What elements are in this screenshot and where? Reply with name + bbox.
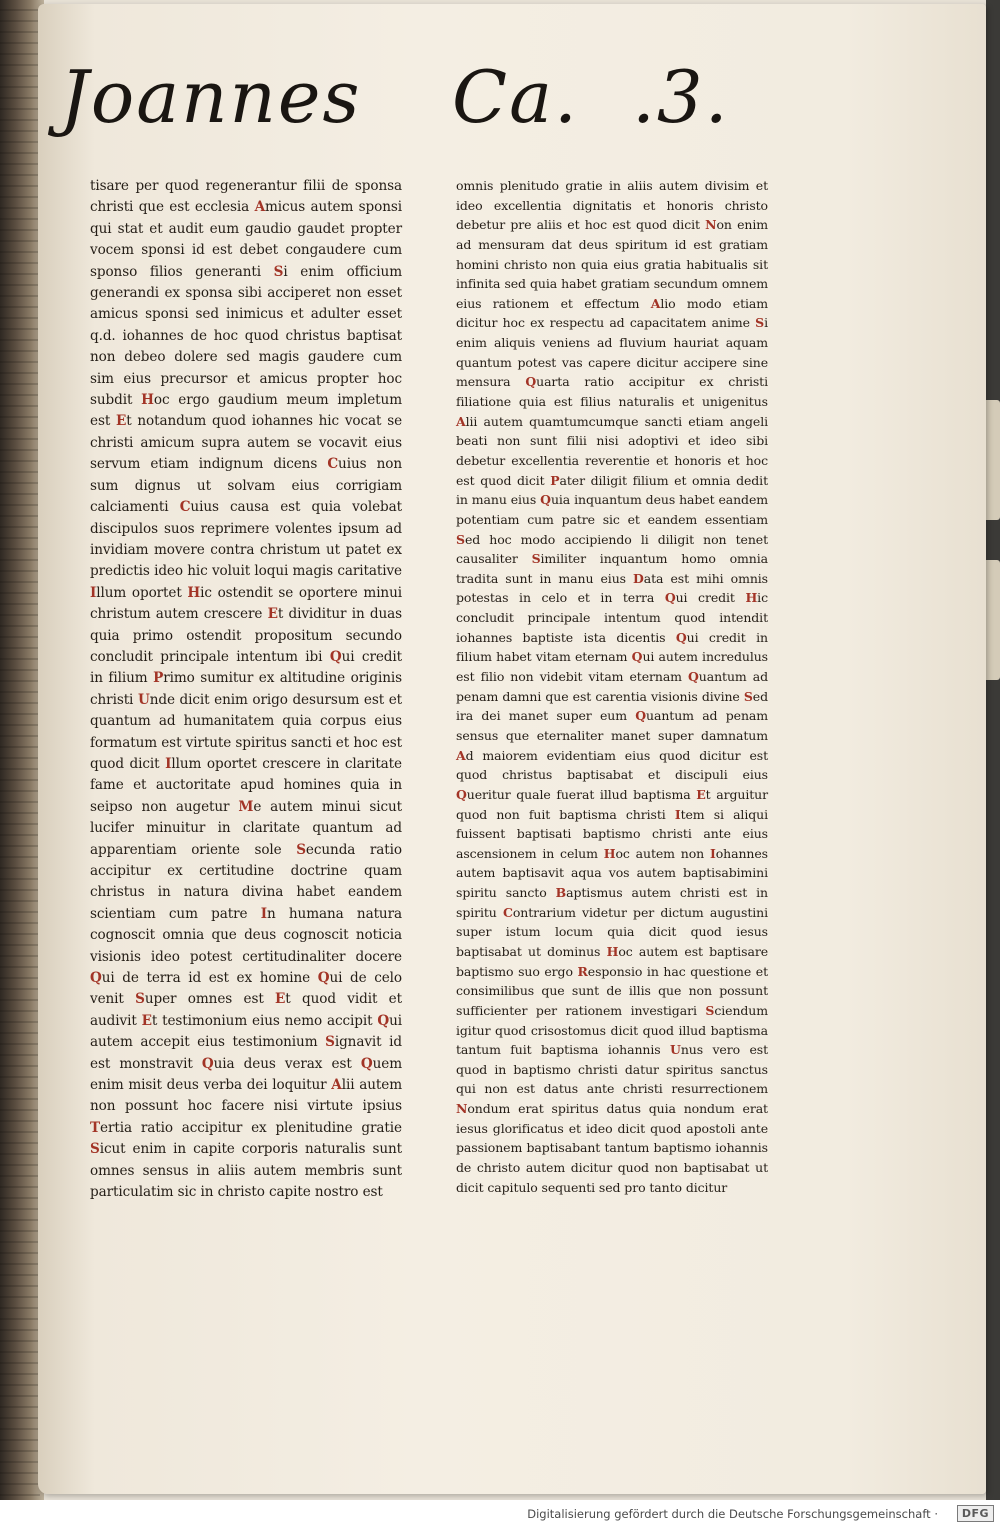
text-segment: de christo autem dicitur quod non baptisabat ut dicit capitulo sequenti sed pro tanto dicitur	[456, 1160, 768, 1195]
text-segment: Quantum ad penam sensus que eternaliter manet super damnatum	[456, 708, 768, 743]
text-segment: Super omnes est	[135, 991, 276, 1008]
rubricated-initial: S	[325, 1034, 335, 1051]
rubricated-initial: Q	[635, 708, 647, 724]
text-segment: Me autem minui sicut lucifer minuitur in claritate quantum ad apparentiam oriente sole	[90, 798, 402, 858]
rubricated-initial: R	[577, 963, 588, 979]
text-segment: Et testimonium eius nemo accipit	[141, 1012, 378, 1029]
rubricated-initial: A	[650, 295, 661, 311]
text-segment: Tertia ratio accipitur ex plenitudine gratie	[90, 1119, 402, 1136]
text-segment: Primo sumitur ex altitudine originis christi	[90, 670, 402, 708]
text-segment: Si enim aliquis veniens ad fluvium hauriat aquam quantum potest vas capere dicitur accipere sine mensura	[456, 315, 768, 390]
text-segment: Quem enim misit deus verba dei loquitur	[90, 1055, 402, 1094]
text-segment: Qui credit in filium	[90, 648, 402, 687]
text-segment: Qui de celo venit	[90, 970, 402, 1008]
rubricated-initial: Q	[525, 374, 537, 390]
text-segment: in claritate fame et auctoritate apud homines quia in seipso non augetur	[90, 755, 402, 815]
rubricated-initial: Q	[90, 970, 102, 987]
text-segment: In humana natura cognoscit omnia que deus cognoscit noticia visionis ideo potest certitudinaliter docere	[90, 905, 402, 965]
rubricated-initial: Q	[540, 492, 551, 508]
text-segment: Qui autem incredulus est filio non videbit vitam eternam	[456, 649, 768, 685]
text-segment: Et notandum quod iohannes hic vocat se christi amicum supra autem se vocavit eius servum etiam indignum dicens	[90, 413, 403, 473]
text-segment: Qui credit in filium habet vitam eternam	[456, 629, 768, 665]
rubricated-initial: S	[456, 531, 465, 547]
text-segment: q.d. iohannes de hoc quod christus baptisat non debeo dolere sed magis gaudere cum sim eius precursor et amicus propter hoc subdit	[90, 327, 402, 409]
text-segment: Data est mihi omnis potestas in celo et in terra	[456, 570, 768, 606]
rubricated-initial: M	[238, 798, 254, 815]
text-segment: Et arguitur quod non fuit baptisma christi	[456, 786, 769, 822]
rubricated-initial: S	[743, 688, 753, 704]
text-segment: Qui de terra id est ex homine	[90, 970, 318, 987]
rubricated-initial: S	[135, 991, 145, 1008]
text-segment: Ad maiorem evidentiam eius quod dicitur est quod christus baptisabat et discipuli eius	[456, 747, 768, 783]
rubricated-initial: H	[745, 590, 758, 606]
text-segment: Et dividitur in duas quia primo ostendit propositum secundo concludit principale intentum ibi	[90, 606, 403, 665]
rubricated-initial: Q	[377, 1012, 390, 1029]
text-segment: Sicut enim in capite corporis naturalis sunt omnes sensus in aliis autem membris sunt particulatim sic in christo capite nostro est	[90, 1141, 402, 1201]
rubricated-initial: E	[141, 1012, 152, 1029]
text-segment: Illum oportet crescere	[165, 755, 327, 772]
rubricated-initial: I	[90, 584, 97, 601]
funding-credit: Digitalisierung gefördert durch die Deutsche Forschungsgemeinschaft ·	[527, 1507, 938, 1521]
text-segment: Hic ostendit se oportere minui christum autem crescere	[90, 584, 402, 623]
text-segment: Cuius non sum dignus ut solvam eius corrigiam calciamenti	[90, 456, 402, 516]
rubricated-initial: E	[275, 991, 286, 1008]
text-segment: Pater diligit filium et omnia dedit in manu eius	[456, 472, 768, 508]
rubricated-initial: E	[267, 606, 278, 623]
text-column-left	[90, 176, 402, 1204]
column-paragraph	[456, 176, 768, 1197]
rubricated-initial: Q	[329, 648, 342, 665]
rubricated-initial: H	[187, 584, 201, 601]
rubricated-initial: Q	[317, 970, 330, 987]
rubricated-initial: U	[670, 1042, 681, 1058]
text-segment: id est gratiam homini christo non quia eius gratia habitualis sit infinita sed quia habet gratiam secundum omnem eius rationem et effectum	[456, 236, 768, 311]
text-segment: Qui autem accepit eius testimonium	[90, 1012, 402, 1051]
rubricated-initial: Q	[688, 669, 699, 685]
manuscript-page	[38, 4, 986, 1494]
text-segment: Alio modo etiam dicitur hoc ex respectu ad capacitatem anime	[456, 295, 768, 331]
rubricated-initial: Q	[360, 1055, 373, 1072]
rubricated-initial: Q	[201, 1055, 214, 1072]
text-segment: Hic concludit principale intentum quod intendit iohannes baptiste ista dicentis	[456, 590, 768, 645]
text-segment: Alii autem quamtumcumque sancti etiam angeli beati non sunt filii nisi adoptivi et ideo sibi debetur excellentia reverentie et honoris et hoc est quod dicit	[456, 413, 768, 488]
text-segment: et ideo dicit quod apostoli ante passionem baptisabant tantum baptismo iohannis	[456, 1120, 768, 1156]
rubricated-initial: H	[603, 845, 616, 861]
text-segment: Sed ira dei manet super eum	[456, 688, 768, 724]
text-segment: Alii autem non possunt hoc facere nisi virtute ipsius	[90, 1077, 402, 1115]
rubricated-initial: S	[90, 1141, 100, 1158]
dfg-logo: DFG	[957, 1505, 994, 1522]
column-paragraph	[90, 176, 402, 1204]
rubricated-initial: I	[674, 806, 681, 822]
rubricated-initial: H	[141, 392, 154, 409]
rubricated-initial: C	[179, 499, 191, 516]
running-head-center: Ca.	[452, 55, 579, 139]
rubricated-initial: I	[709, 845, 716, 861]
text-segment: Queritur quale fuerat illud baptisma	[456, 786, 697, 802]
rubricated-initial: E	[115, 413, 127, 430]
rubricated-initial: A	[254, 199, 266, 216]
rubricated-initial: S	[296, 841, 306, 858]
text-segment: Quia deus verax est	[201, 1055, 361, 1072]
text-segment: Sed hoc modo accipiendo li diligit non tenet causaliter	[456, 531, 768, 567]
rubricated-initial: Q	[675, 629, 687, 645]
text-segment: Sciendum igitur quod crisostomus dicit quod illud baptisma tantum fuit baptisma iohannis	[456, 1002, 768, 1058]
text-segment: Quarta ratio accipitur ex christi filiatione quia est filius naturalis et unigenitus	[456, 374, 768, 410]
rubricated-initial: D	[633, 570, 644, 586]
text-segment: Hoc autem non	[603, 845, 710, 861]
rubricated-initial: C	[327, 456, 339, 473]
rubricated-initial: S	[531, 551, 541, 567]
text-segment: Non enim ad mensuram dat deus spiritum	[456, 217, 768, 252]
rubricated-initial: S	[705, 1002, 715, 1018]
text-segment: Iohannes autem baptisavit aqua vos autem baptisabimini spiritu sancto	[456, 845, 768, 901]
rubricated-initial: E	[696, 786, 706, 802]
rubricated-initial: S	[273, 263, 284, 280]
rubricated-initial: C	[502, 904, 513, 920]
text-segment: omnis plenitudo gratie in aliis autem divisim et ideo excellentia dignitatis et honoris christo debetur pre aliis et hoc est quod dicit	[456, 178, 768, 233]
rubricated-initial: N	[456, 1101, 468, 1117]
rubricated-initial: T	[90, 1119, 101, 1136]
text-segment: Baptismus autem christi est in spiritu	[456, 885, 768, 920]
text-segment: Responsio in hac questione et consimilibus que sunt de illis que non possunt sufficienter per rationem investigari	[456, 963, 768, 1018]
text-segment: Et quod vidit et audivit	[90, 991, 402, 1029]
rubricated-initial: H	[606, 943, 619, 959]
rubricated-initial: I	[165, 755, 172, 772]
rubricated-initial: Q	[631, 649, 643, 665]
text-segment: Hoc ergo gaudium meum impletum est	[90, 392, 402, 430]
text-segment: Contrarium videtur per dictum augustini super istum locum quia dicit quod iesus baptisabat ut dominus	[456, 904, 768, 959]
text-segment: Hoc autem est baptisare baptismo suo ergo	[456, 943, 768, 979]
text-segment: Quia inquantum deus habet eandem potentiam cum patre sic et eandem essentiam	[456, 492, 768, 527]
rubricated-initial: P	[153, 670, 164, 687]
text-segment: Quantum ad penam damni que est carentia visionis divine	[456, 669, 768, 704]
rubricated-initial: Q	[456, 786, 467, 802]
rubricated-initial: U	[137, 691, 150, 708]
text-segment: Unus vero est quod in baptismo christi datur spiritus sanctus qui non est datus ante christi resurrectionem	[456, 1042, 768, 1097]
text-segment: Illum oportet	[90, 584, 188, 601]
footer-bar	[0, 1500, 1000, 1528]
rubricated-initial: Q	[664, 590, 676, 606]
text-segment: tisare per quod regenerantur filii de sponsa christi que est ecclesia	[90, 178, 402, 216]
rubricated-initial: N	[705, 217, 717, 233]
rubricated-initial: A	[456, 747, 466, 763]
facing-page-edge	[0, 0, 40, 1500]
rubricated-initial: I	[260, 905, 267, 922]
text-segment: Item si aliqui fuissent baptisati baptismo christi ante eius ascensionem in celum	[456, 806, 768, 861]
text-segment: Qui credit	[664, 590, 746, 606]
rubricated-initial: P	[550, 472, 560, 488]
running-head-right: .3.	[632, 55, 730, 139]
text-segment: Nondum erat spiritus datus quia nondum erat iesus glorificatus	[456, 1101, 768, 1136]
page-edge-shadow	[986, 0, 1000, 1500]
text-segment: Unde dicit enim origo desursum est et quantum ad humanitatem quia corpus eius formatum est virtute spiritus sancti et hoc est quod dicit	[90, 691, 402, 772]
text-segment: Si enim officium generandi ex sponsa sibi acciperet non esset amicus sponsi sed inimicus et adulter esset	[90, 263, 402, 323]
rubricated-initial: S	[755, 315, 765, 331]
text-segment: Secunda ratio accipitur ex certitudine doctrine quam christus in natura divina habet eandem scientiam cum patre	[90, 841, 402, 922]
text-segment: Similiter inquantum homo omnia tradita sunt in manu eius	[456, 551, 768, 586]
rubricated-initial: B	[555, 885, 567, 901]
rubricated-initial: A	[331, 1077, 342, 1094]
text-segment: Signavit id est monstravit	[90, 1034, 402, 1072]
rubricated-initial: A	[456, 413, 466, 429]
running-head-left: Joannes	[60, 55, 362, 139]
text-segment: Amicus autem sponsi qui stat et audit eum gaudio gaudet propter vocem sponsi id est debet congaudere cum sponso filios generanti	[90, 199, 402, 280]
text-column-right	[456, 176, 768, 1197]
text-segment: Cuius causa est quia volebat discipulos suos reprimere volentes ipsum ad invidiam movere contra christum ut patet ex predictis ideo hic voluit loqui magis caritative	[90, 499, 402, 580]
